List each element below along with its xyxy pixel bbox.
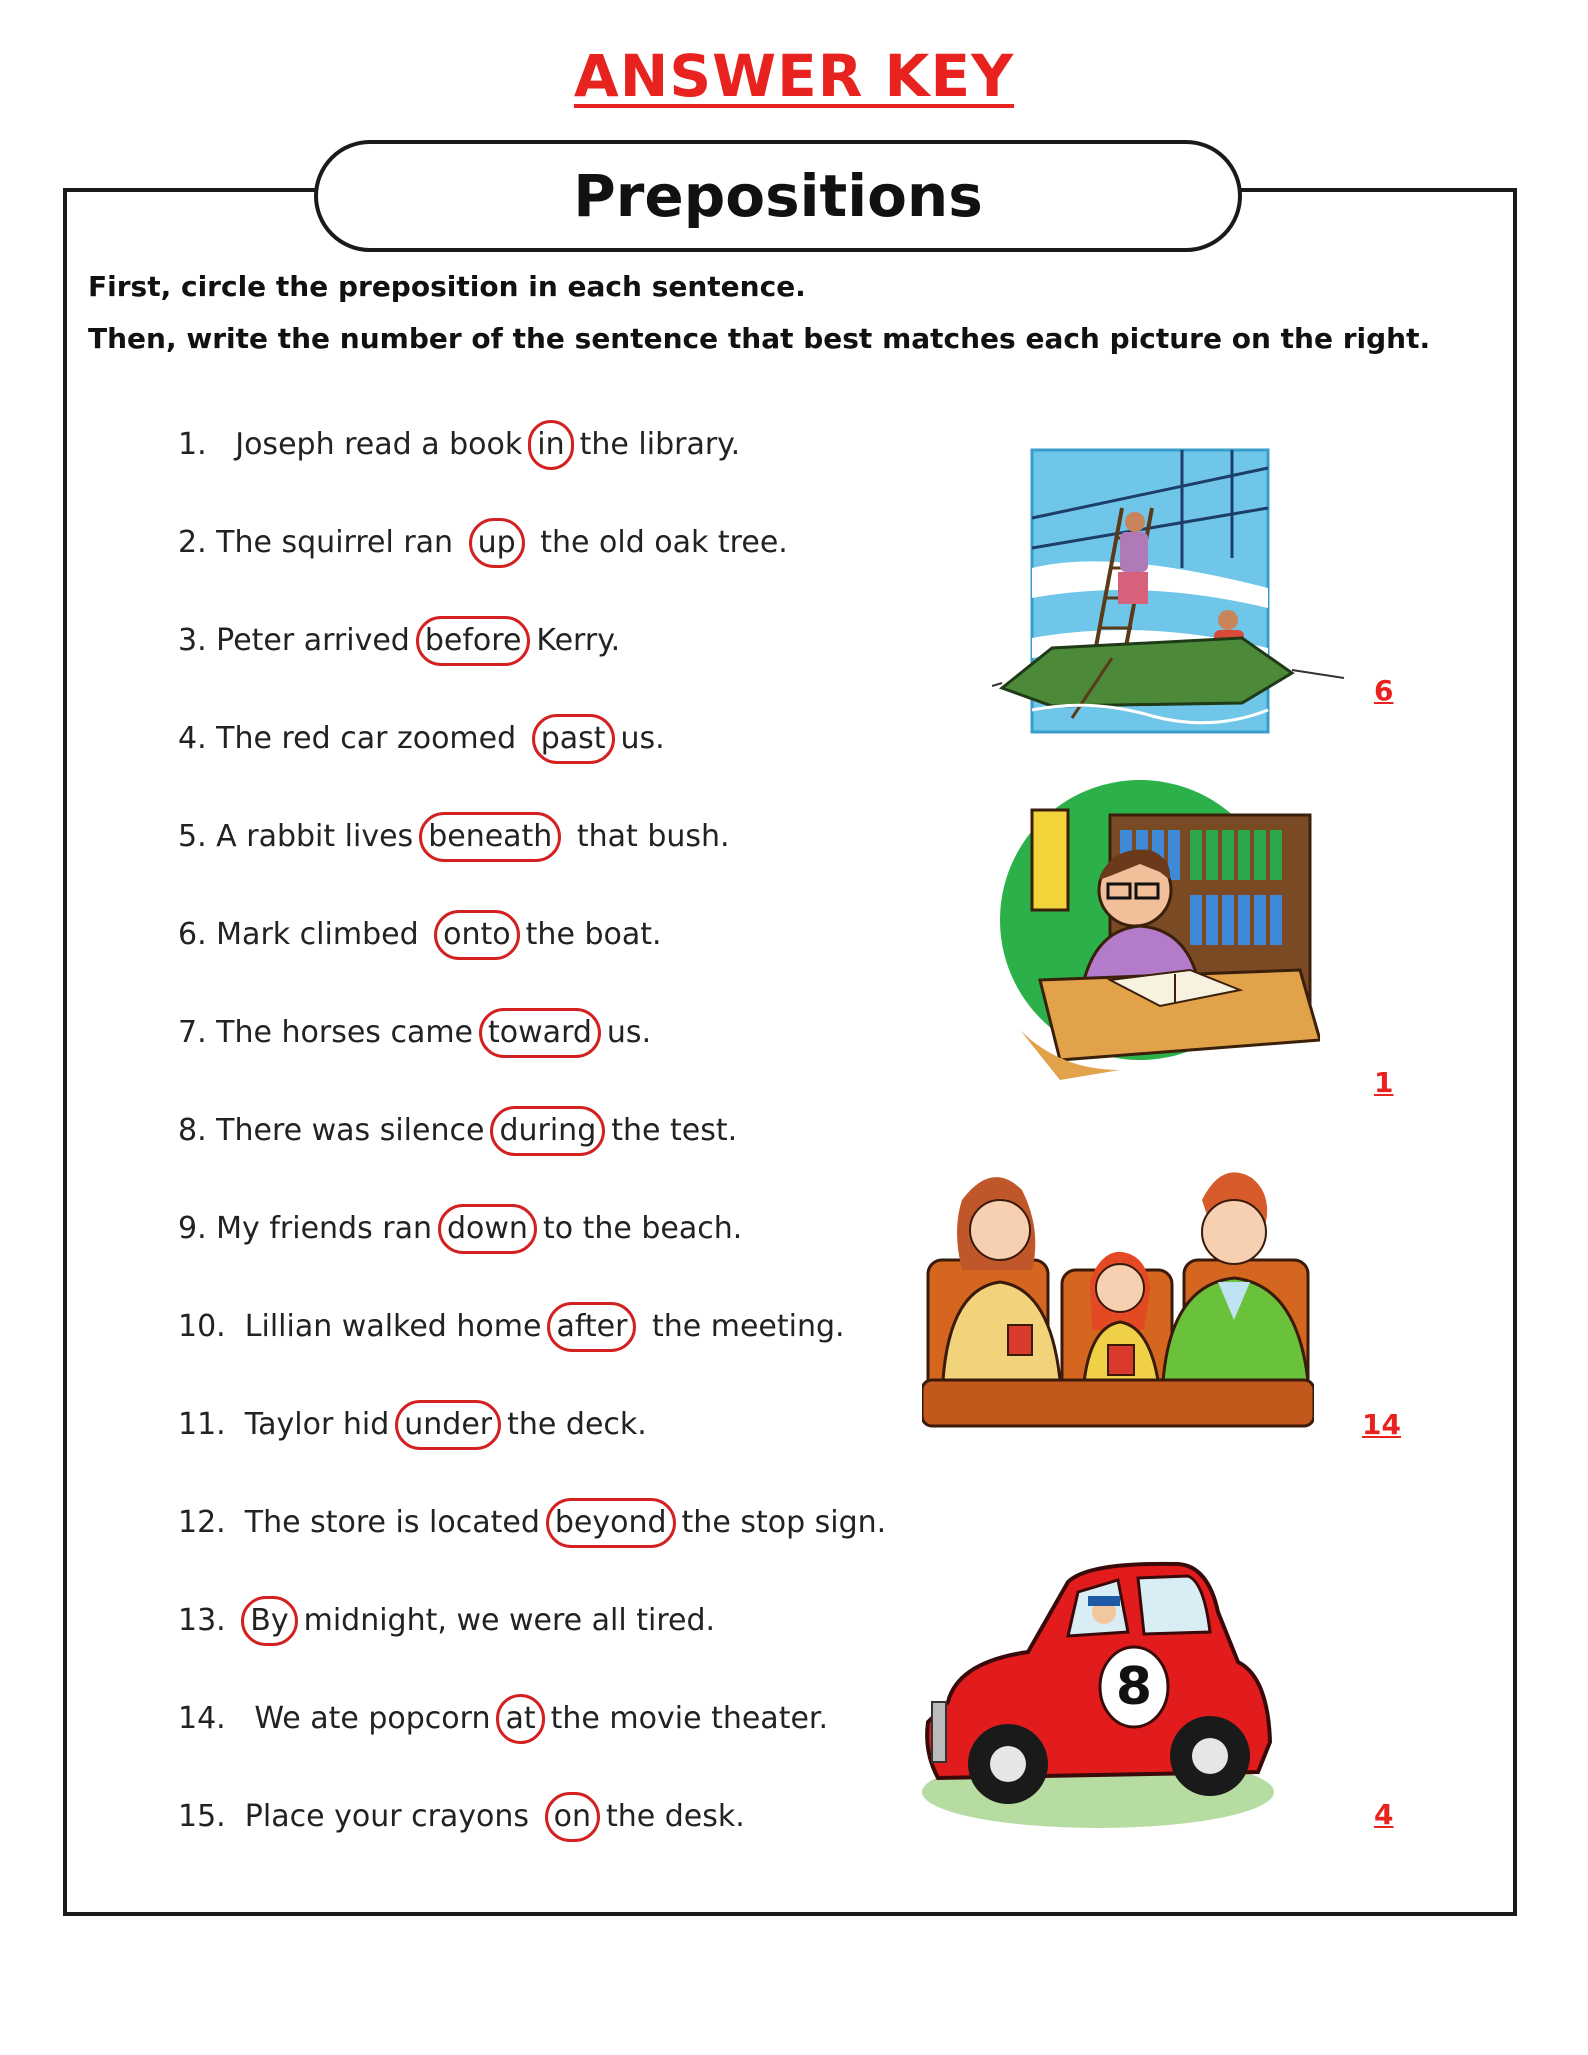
sentence-15: 15. Place your crayons on the desk.	[178, 1792, 745, 1842]
sentence-2: 2. The squirrel ran up the old oak tree.	[178, 518, 788, 568]
circled-preposition: By	[241, 1596, 297, 1646]
sentence-9: 9. My friends ran down to the beach.	[178, 1204, 742, 1254]
sentence-7: 7. The horses came toward us.	[178, 1008, 651, 1058]
picture-1-answer: 6	[1374, 674, 1394, 707]
circled-preposition: before	[416, 616, 531, 666]
circled-preposition: up	[469, 518, 525, 568]
circled-preposition: onto	[434, 910, 520, 960]
circled-preposition: past	[532, 714, 615, 764]
circled-preposition: toward	[479, 1008, 601, 1058]
circled-preposition: after	[547, 1302, 636, 1352]
answer-key-heading: ANSWER KEY	[573, 42, 1015, 110]
circled-preposition: beneath	[419, 812, 561, 862]
sentence-12: 12. The store is located beyond the stop sign.	[178, 1498, 886, 1548]
title-banner	[314, 140, 1242, 252]
race-car-picture	[918, 1552, 1282, 1830]
library-reading-picture	[1000, 780, 1320, 1080]
circled-preposition: in	[528, 420, 573, 470]
sentence-8: 8. There was silence during the test.	[178, 1106, 737, 1156]
instruction-line-2: Then, write the number of the sentence that best matches each picture on the right.	[88, 322, 1431, 355]
circled-preposition: beyond	[546, 1498, 676, 1548]
sentence-5: 5. A rabbit lives beneath that bush.	[178, 812, 730, 862]
circled-preposition: during	[490, 1106, 605, 1156]
circled-preposition: under	[395, 1400, 501, 1450]
sentence-6: 6. Mark climbed onto the boat.	[178, 910, 662, 960]
page-title: Prepositions	[573, 162, 983, 230]
svg-text:8: 8	[1115, 1657, 1153, 1717]
movie-theater-family-picture	[922, 1160, 1314, 1432]
sentence-11: 11. Taylor hid under the deck.	[178, 1400, 647, 1450]
sentence-3: 3. Peter arrived before Kerry.	[178, 616, 620, 666]
boat-climbing-picture	[992, 448, 1346, 736]
picture-2-answer: 1	[1374, 1066, 1394, 1099]
circled-preposition: down	[438, 1204, 537, 1254]
sentence-1: 1. Joseph read a book in the library.	[178, 420, 740, 470]
sentence-10: 10. Lillian walked home after the meeting.	[178, 1302, 845, 1352]
sentence-4: 4. The red car zoomed past us.	[178, 714, 665, 764]
circled-preposition: on	[545, 1792, 600, 1842]
sentence-13: 13. By midnight, we were all tired.	[178, 1596, 715, 1646]
instruction-line-1: First, circle the preposition in each sentence.	[88, 270, 806, 303]
picture-4-answer: 4	[1374, 1798, 1394, 1831]
circled-preposition: at	[496, 1694, 544, 1744]
picture-3-answer: 14	[1362, 1408, 1401, 1441]
sentence-14: 14. We ate popcorn at the movie theater.	[178, 1694, 828, 1744]
